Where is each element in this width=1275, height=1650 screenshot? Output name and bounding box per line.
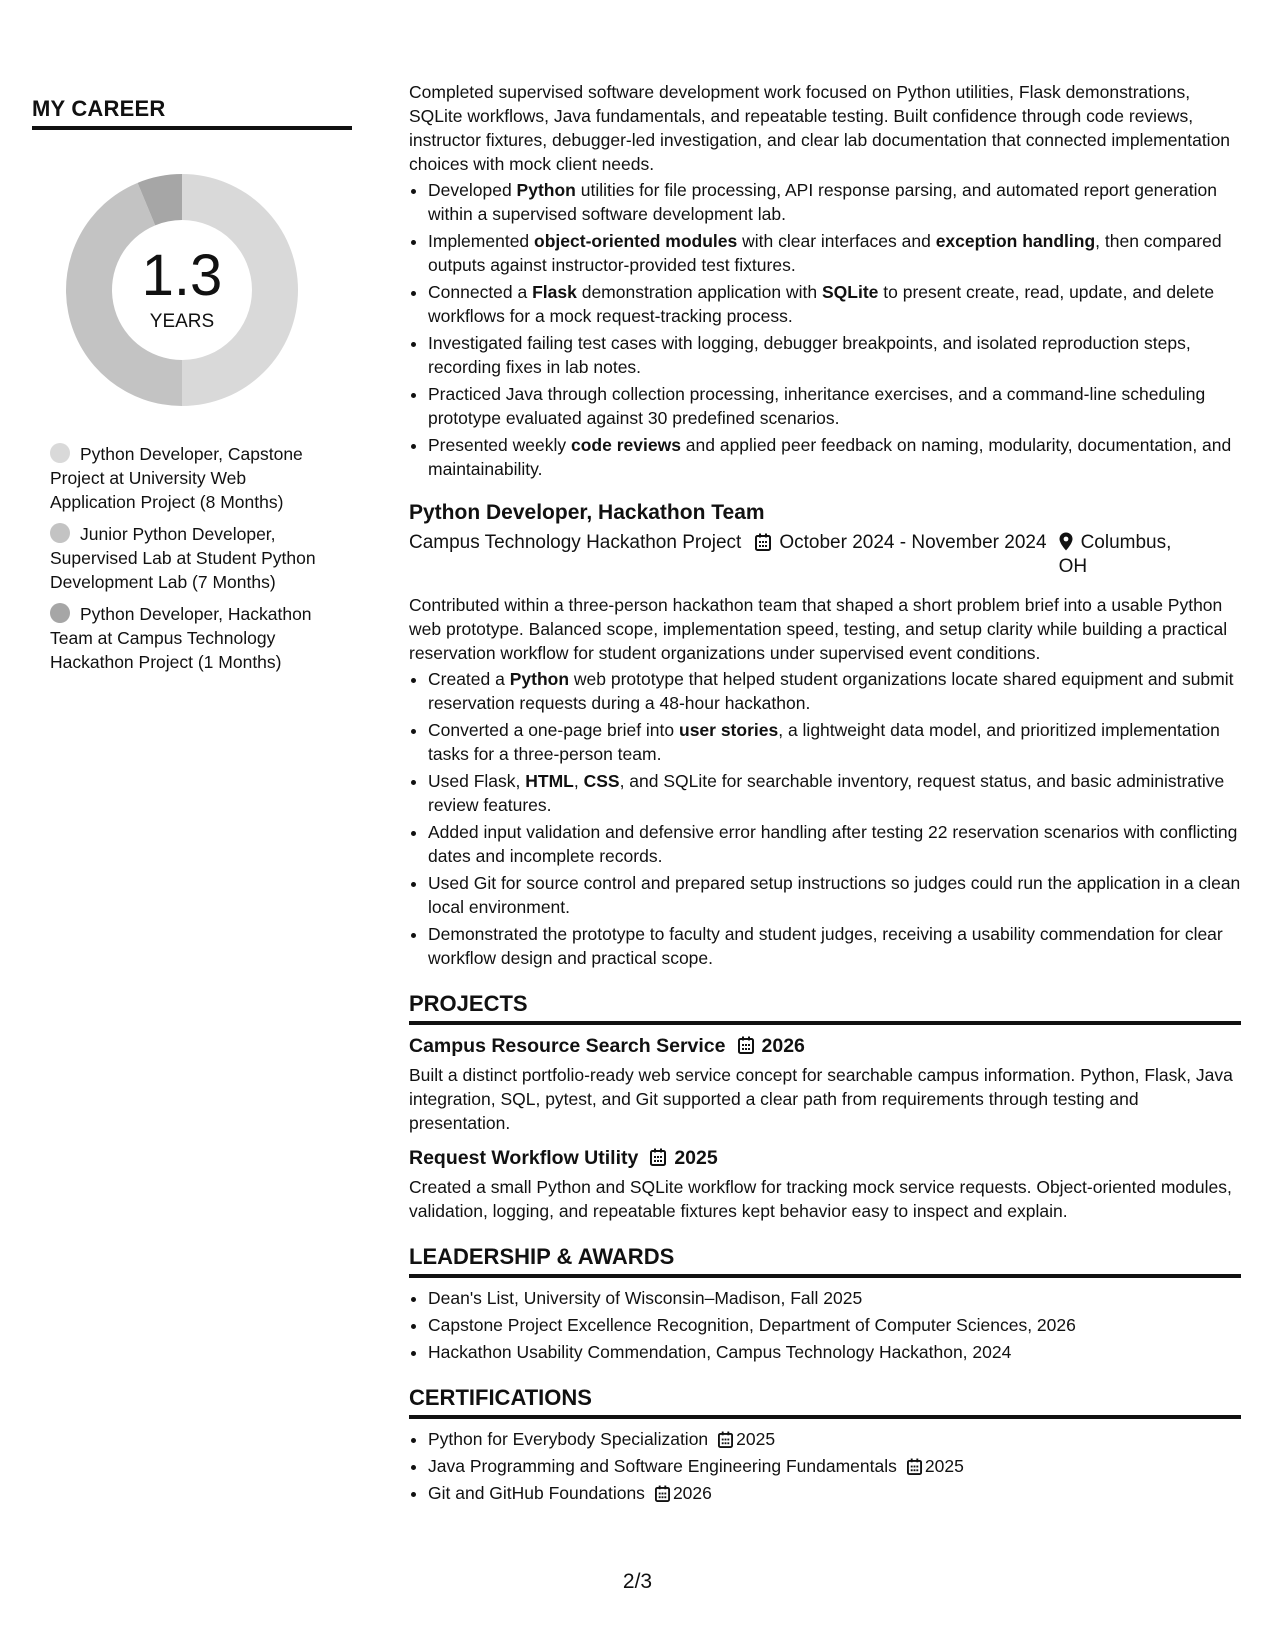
job2-bullet: • Created a Python web prototype that helped student organizations locate shared equipment and submit reservation requests during a 48-hour hackathon. [428,667,1241,715]
job1-bullet: • Connected a Flask demonstration application with SQLite to present create, read, update, and delete workflows for a mock request-tracking process. [428,280,1241,328]
calendar-icon [650,1148,666,1166]
award-item: • Dean's List, University of Wisconsin–Madison, Fall 2025 [428,1286,1241,1310]
job2-title: Python Developer, Hackathon Team [409,501,765,524]
bold-keyword: Python [509,669,570,689]
job2-location: Columbus, OH [1058,532,1172,577]
bold-keyword: CSS [583,771,620,791]
project-title-row [409,1145,1241,1171]
job2-bullet: • Used Git for source control and prepared setup instructions so judges could run the application in a clean local environment. [428,871,1241,919]
career-legend [50,442,330,674]
project-item [409,1145,1241,1223]
job2-bullet: • Used Flask, HTML, CSS, and SQLite for searchable inventory, request status, and basic administrative review features. [428,769,1241,817]
job1-bullet: • Presented weekly code reviews and applied peer feedback on naming, modularity, documentation, and maintainability. [428,433,1241,481]
sidebar-title: MY CAREER [32,96,352,130]
legend-label: Junior Python Developer, Supervised Lab at Student Python Development Lab (7 Months) [50,524,316,592]
legend-label: Python Developer, Hackathon Team at Campus Technology Hackathon Project (1 Months) [50,604,312,672]
job1-summary: Completed supervised software development work focused on Python utilities, Flask demonstrations, SQLite workflows, Java fundamentals, and repeatable testing. Built confidence through code reviews, instructor fixtures, debugger-led investigation, and clear lab documentation that connected implementation choices with mock client needs. [409,82,1231,174]
job2-bullet: • Demonstrated the prototype to faculty and student judges, receiving a usability commendation for clear workflow design and practical scope. [428,922,1241,970]
main-column [409,80,1241,1508]
bold-keyword: HTML [525,771,574,791]
bold-keyword: exception handling [935,231,1096,251]
certifications-heading: CERTIFICATIONS [409,1384,1241,1419]
legend-item [50,442,330,514]
page-number: 2/3 [622,1570,653,1593]
leadership-list [409,1286,1241,1364]
legend-item [50,522,330,594]
project-year-wrap [738,1035,805,1057]
certification-year: 2025 [924,1456,964,1476]
location-pin-icon [1059,532,1073,551]
certification-year: 2026 [672,1483,712,1503]
donut-center [56,164,308,416]
calendar-icon [718,1431,733,1448]
project-item [409,1033,1241,1135]
certification-date [718,1429,775,1449]
legend-label: Python Developer, Capstone Project at University Web Application Project (8 Months) [50,444,303,512]
total-years-value: 1.3 [141,243,223,308]
project-description: Created a small Python and SQLite workflow for tracking mock service requests. Object-oriented modules, validation, logging, and repeatable fixtures kept behavior easy to inspect and explain. [409,1177,1232,1221]
certification-name: Git and GitHub Foundations [428,1483,645,1503]
legend-dot-icon [50,443,70,463]
certification-item [428,1454,1241,1478]
bold-keyword: user stories [679,720,779,740]
certification-item [428,1427,1241,1451]
leadership-heading: LEADERSHIP & AWARDS [409,1243,1241,1278]
legend-dot-icon [50,603,70,623]
sidebar [32,96,352,682]
job2-org: Campus Technology Hackathon Project [409,532,742,553]
bold-keyword: object-oriented modules [534,231,738,251]
job1-bullet: • Practiced Java through collection processing, inheritance exercises, and a command-line scheduling prototype evaluated against 30 predefined scenarios. [428,382,1241,430]
bold-keyword: SQLite [822,282,879,302]
certification-date [655,1483,712,1503]
job1-bullet: • Developed Python utilities for file processing, API response parsing, and automated report generation within a supervised software development lab. [428,178,1241,226]
bold-keyword: Python [516,180,576,200]
bold-keyword: Flask [532,282,577,302]
legend-dot-icon [50,523,70,543]
certification-name: Java Programming and Software Engineering Fundamentals [428,1456,897,1476]
project-description: Built a distinct portfolio-ready web service concept for searchable campus information. Python, Flask, Java integration, SQL, pytest, and Git supported a clear path from requirements through testing and presentation. [409,1065,1233,1133]
job2-location-wrap [1059,531,1194,579]
job2-summary: Contributed within a three-person hackathon team that shaped a short problem brief into a usable Python web prototype. Balanced scope, implementation speed, testing, and setup clarity while building a practical reservation workflow for student organizations under supervised event conditions. [409,595,1228,663]
certification-date [907,1456,964,1476]
calendar-icon [907,1458,922,1475]
calendar-icon [655,1485,670,1502]
projects-heading: PROJECTS [409,990,1241,1025]
career-donut-chart [56,164,308,416]
calendar-icon [755,533,771,551]
project-name: Campus Resource Search Service [409,1035,726,1057]
job1-bullet: • Implemented object-oriented modules with clear interfaces and exception handling, then compared outputs against instructor-provided test fixtures. [428,229,1241,277]
project-year-wrap [650,1147,717,1169]
award-item: • Capstone Project Excellence Recognition, Department of Computer Sciences, 2026 [428,1313,1241,1337]
legend-item [50,602,330,674]
job2-dates: October 2024 - November 2024 [779,532,1047,553]
project-name: Request Workflow Utility [409,1147,639,1169]
total-years-unit: YEARS [149,311,215,332]
certification-year: 2025 [736,1429,776,1449]
job1-bullets [409,178,1241,481]
certifications-list [409,1427,1241,1505]
calendar-icon [738,1036,754,1054]
certification-name: Python for Everybody Specialization [428,1429,709,1449]
job2-dates-wrap [755,531,1046,579]
certification-item [428,1481,1241,1505]
project-year: 2025 [674,1147,718,1169]
job2-meta [409,531,1241,579]
job1-bullet: • Investigated failing test cases with logging, debugger breakpoints, and isolated reproduction steps, recording fixes in lab notes. [428,331,1241,379]
bold-keyword: code reviews [571,435,681,455]
project-title-row [409,1033,1241,1059]
job2-bullets [409,667,1241,970]
job2-bullet: • Added input validation and defensive error handling after testing 22 reservation scenarios with conflicting dates and incomplete records. [428,820,1241,868]
project-year: 2026 [761,1035,805,1057]
job2-bullet: • Converted a one-page brief into user stories, a lightweight data model, and prioritized implementation tasks for a three-person team. [428,718,1241,766]
award-item: • Hackathon Usability Commendation, Campus Technology Hackathon, 2024 [428,1340,1241,1364]
